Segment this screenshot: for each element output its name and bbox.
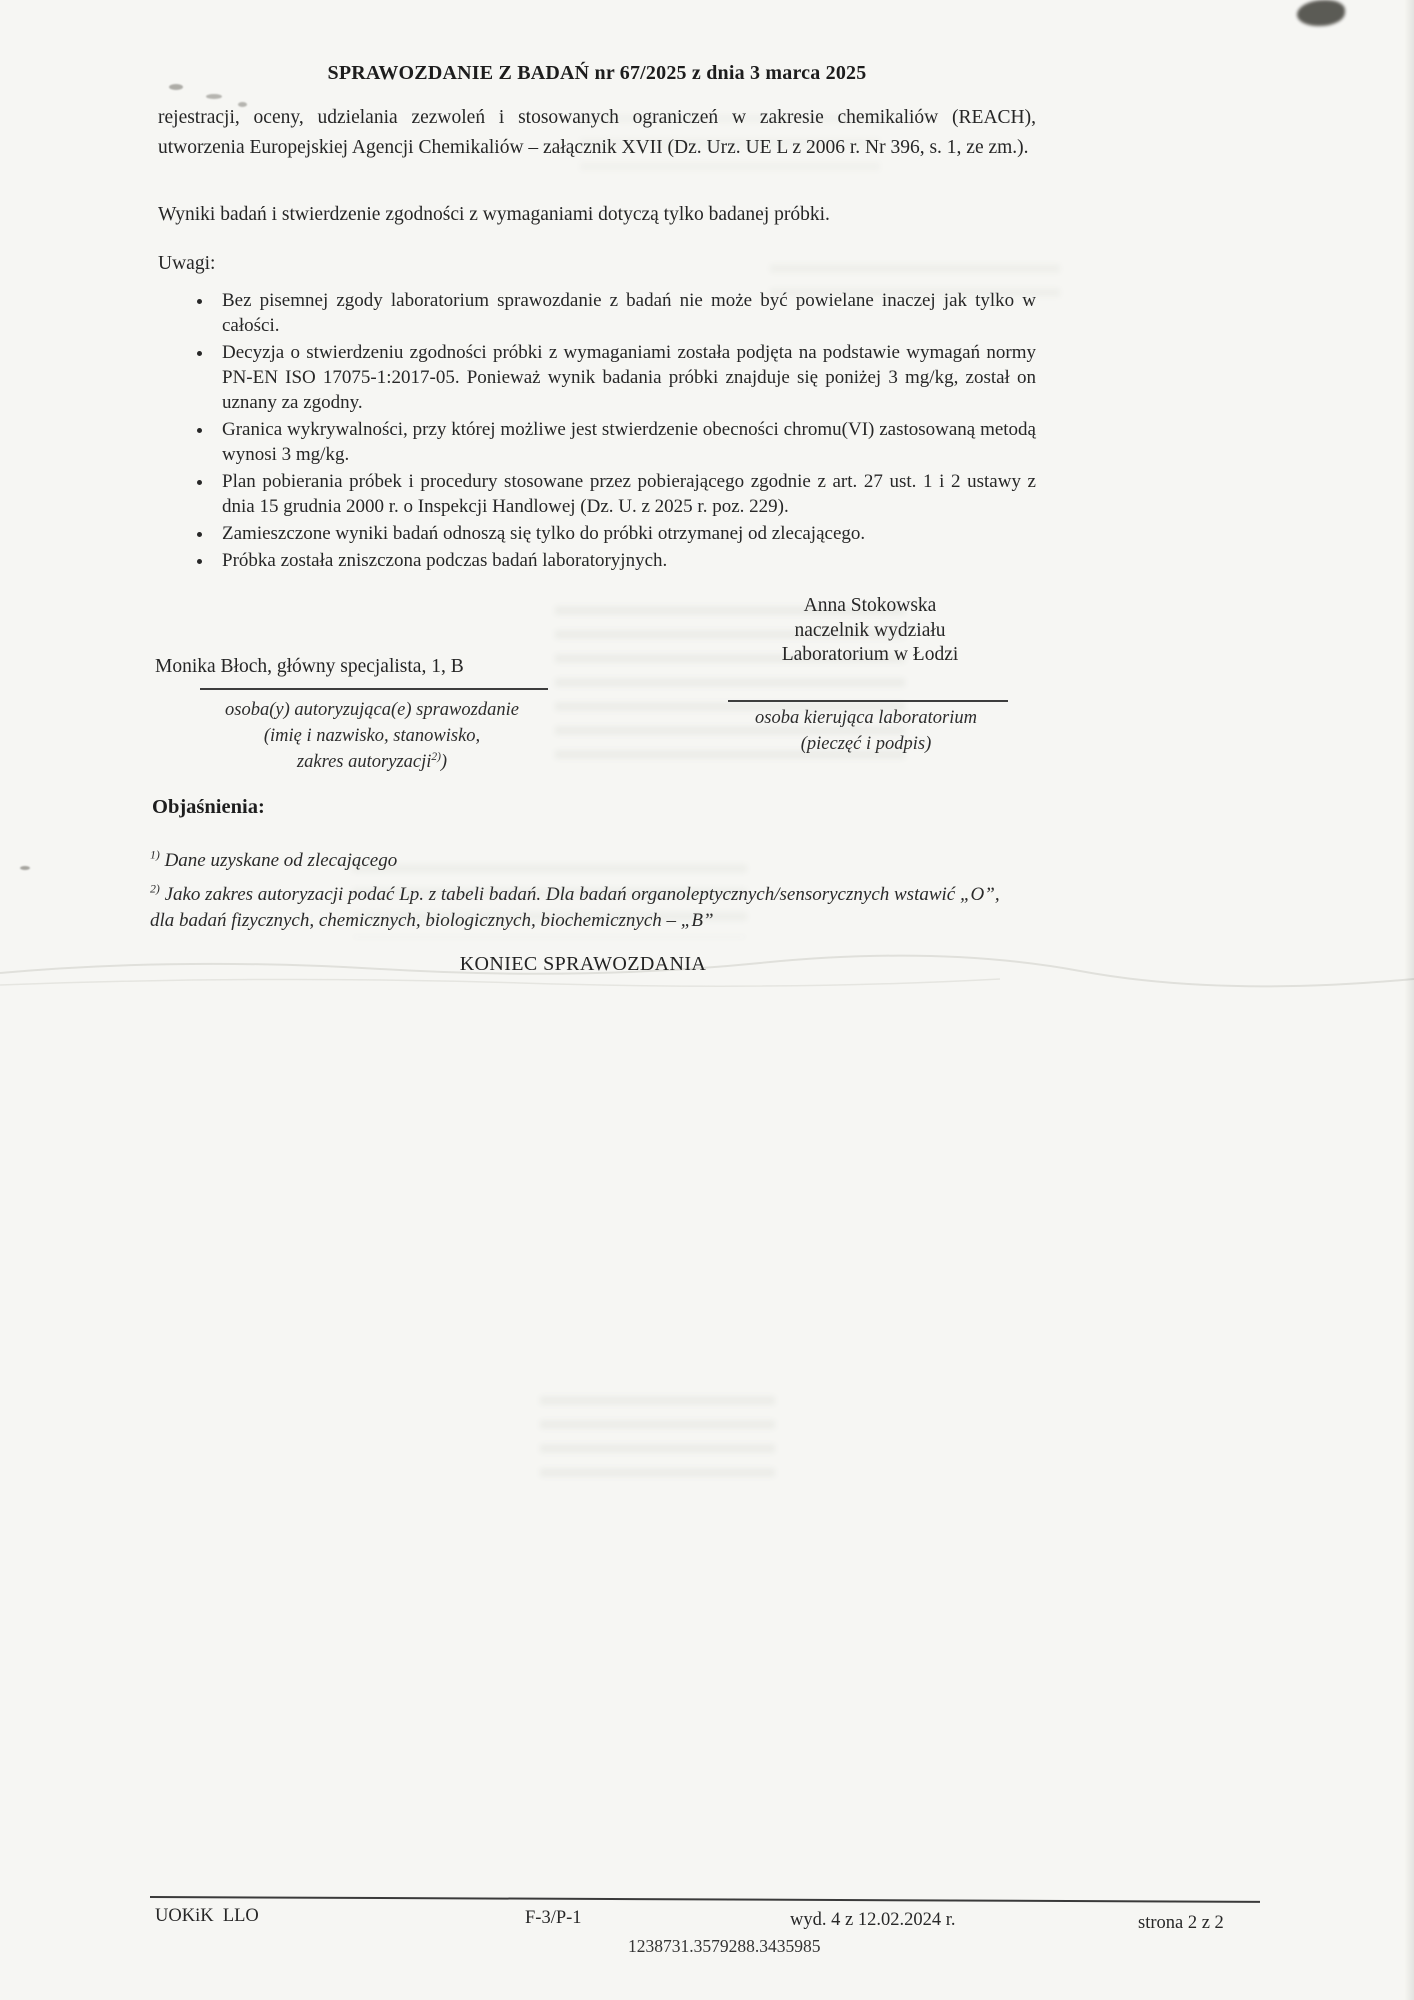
remark-item: • Plan pobierania próbek i procedury stosowane przez pobierającego zgodnie z art. 27 ust. 1 i 2 ustawy z dnia 15 grudnia 2000 r. o Inspekcji Handlowej (Dz. U. z 2025 r. poz. 229). (214, 469, 1036, 519)
scan-speck (20, 866, 30, 870)
remark-item: • Bez pisemnej zgody laboratorium sprawozdanie z badań nie może być powielane inaczej jak tylko w całości. (214, 288, 1036, 338)
manager-caption-line1: osoba kierująca laboratorium (755, 708, 977, 728)
footnote-2-marker: 2) (150, 882, 160, 896)
footnote-1 (150, 848, 1258, 874)
approver-role: naczelnik wydziału (794, 619, 946, 641)
authorizer-caption (167, 697, 577, 775)
footnote-2 (150, 882, 1258, 934)
signature-line-right (728, 700, 1008, 702)
footer-page-indicator: strona 2 z 2 (1138, 1913, 1224, 1933)
remarks-list (158, 288, 1036, 575)
footnote-1-text: Dane uzyskane od zlecającego (159, 850, 398, 871)
footnotes-block (150, 848, 1258, 934)
remark-item: • Zamieszczone wyniki badań odnoszą się tylko do próbki otrzymanej od zlecającego. (214, 521, 1036, 546)
footer-form-code: F-3/P-1 (525, 1908, 582, 1928)
authorizer-caption-line3-text: zakres autoryzacji (296, 752, 432, 772)
footnote-2-text-line1: Jako zakres autoryzacji podać Lp. z tabeli badań. Dla badań organoleptycznych/sensorycznych wstawić „O”, (159, 884, 1000, 905)
footer-reference-number: 1238731.3579288.3435985 (628, 1936, 821, 1956)
intro-paragraph: rejestracji, oceny, udzielania zezwoleń i stosowanych ograniczeń w zakresie chemikaliów (REACH), utworzenia Europejskiej Agencji Chemikaliów – załącznik XVII (Dz. Urz. UE L z 2006 r. Nr 396, s. 1, ze zm.). (158, 107, 1036, 158)
approver-unit: Laboratorium w Łodzi (781, 644, 959, 665)
scan-smudge (1297, 0, 1345, 26)
authorizer-name: Monika Błoch, główny specjalista, 1, B (155, 656, 464, 677)
approver-signature-block (700, 594, 1040, 668)
explanations-heading: Objaśnienia: (152, 796, 265, 818)
authorizer-caption-line1: osoba(y) autoryzująca(e) sprawozdanie (225, 700, 519, 720)
authorizer-caption-line2: (imię i nazwisko, stanowisko, (263, 726, 481, 746)
remark-item: • Próbka została zniszczona podczas badań laboratoryjnych. (214, 548, 1036, 573)
scope-statement: Wyniki badań i stwierdzenie zgodności z wymaganiami dotyczą tylko badanej próbki. (158, 204, 830, 225)
report-title: SPRAWOZDANIE Z BADAŃ nr 67/2025 z dnia 3 marca 2025 (327, 62, 867, 84)
remarks-heading: Uwagi: (158, 253, 216, 274)
footer-rule (150, 1896, 1260, 1903)
footnote-ref-2: 2) (431, 750, 441, 763)
bleedthrough-artifact (540, 1382, 775, 1482)
scan-speck (206, 94, 222, 99)
authorizer-caption-line3-tail: ) (440, 752, 448, 772)
manager-caption (706, 705, 1026, 757)
signature-line-left (200, 688, 548, 690)
authorizer-caption-line3 (167, 749, 577, 775)
manager-caption-line2: (pieczęć i podpis) (800, 734, 932, 754)
scan-edge-shadow (1404, 0, 1414, 2000)
footer-edition: wyd. 4 z 12.02.2024 r. (790, 1910, 956, 1930)
end-of-report-marker: KONIEC SPRAWOZDANIA (459, 953, 707, 975)
footnote-2-text-line2: dla badań fizycznych, chemicznych, biologicznych, biochemicznych – „B” (150, 910, 714, 931)
approver-name: Anna Stokowska (803, 595, 937, 616)
footer-organization: UOKiK LLO (155, 1906, 259, 1926)
remark-item: • Granica wykrywalności, przy której możliwe jest stwierdzenie obecności chromu(VI) zastosowaną metodą wynosi 3 mg/kg. (214, 417, 1036, 467)
footnote-1-marker: 1) (150, 848, 160, 862)
remark-item: • Decyzja o stwierdzeniu zgodności próbki z wymaganiami została podjęta na podstawie wymagań normy PN-EN ISO 17075-1:2017-05. Ponieważ wynik badania próbki znajduje się poniżej 3 mg/kg, został on uznany za zgodny. (214, 340, 1036, 415)
